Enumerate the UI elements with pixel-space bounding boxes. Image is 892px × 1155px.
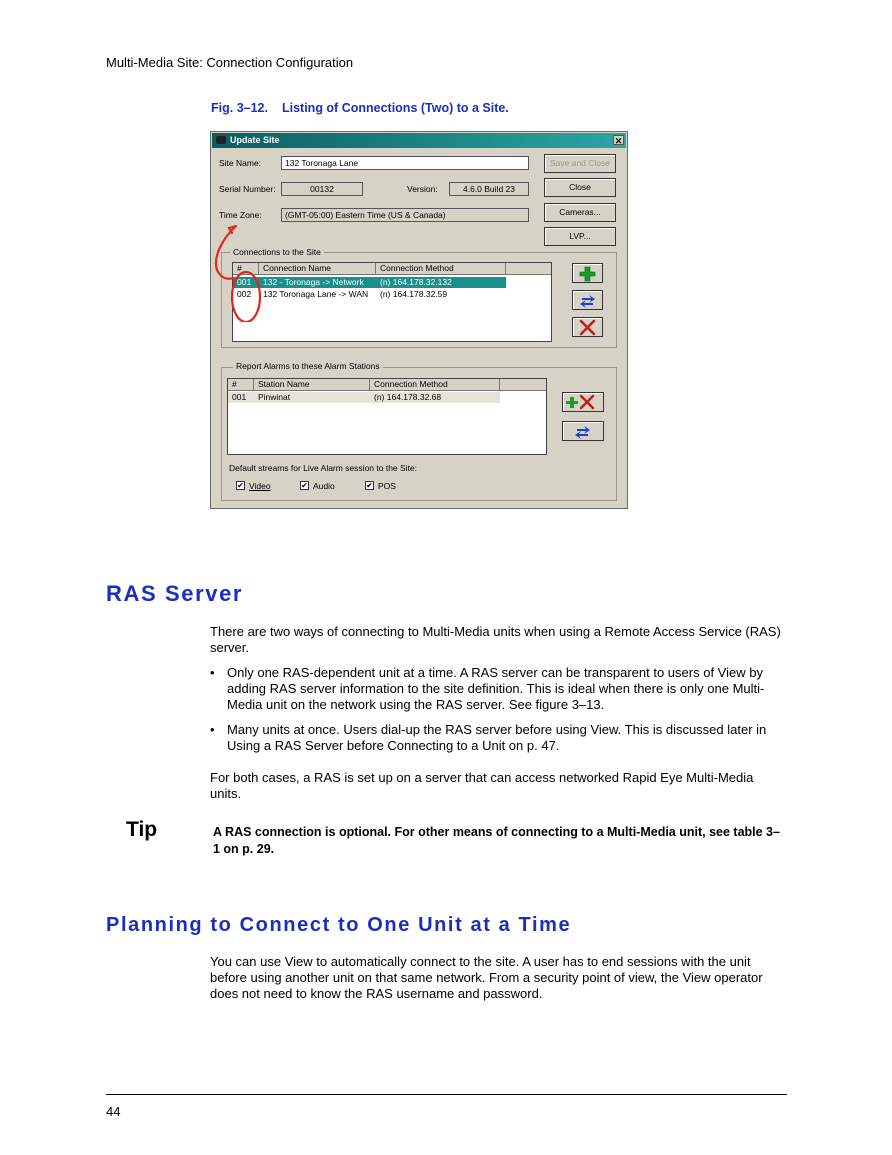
close-button[interactable]: Close (544, 178, 616, 197)
station-row-method: (n) 164.178.32.68 (374, 392, 442, 402)
close-icon[interactable]: ✕ (614, 136, 623, 146)
section-heading: Planning to Connect to One Unit at a Time (106, 914, 572, 936)
cameras-button[interactable]: Cameras... (544, 203, 616, 222)
running-head: Multi-Media Site: Connection Configuration (106, 55, 354, 70)
pos-checkbox[interactable]: ✔ (366, 481, 373, 490)
column-header-number[interactable]: # (228, 379, 254, 391)
audio-checkbox-label: Audio (313, 481, 335, 491)
audio-checkbox[interactable]: ✔ (301, 481, 308, 490)
video-checkbox-label: Video (249, 481, 271, 491)
video-checkbox[interactable]: ✔ (237, 481, 244, 490)
default-streams-label: Default streams for Live Alarm session to the Site: (229, 463, 418, 473)
ras-both-paragraph: For both cases, a RAS is set up on a server that can access networked Rapid Eye Multi-Media units. (210, 770, 754, 801)
refresh-connection-button[interactable] (572, 290, 603, 310)
refresh-icon (563, 422, 603, 440)
column-header-blank (506, 263, 552, 275)
column-header-connection-name[interactable]: Connection Name (259, 263, 376, 275)
bullet-item: Only one RAS-dependent unit at a time. A RAS server can be transparent to users of View by adding RAS server information to the site definition. This is ideal when there is only one Multi-Media unit on the network using the RAS server. See figure 3–13. (227, 665, 765, 712)
column-header-station-name[interactable]: Station Name (254, 379, 370, 391)
page-number: 44 (106, 1104, 121, 1119)
add-delete-icon (563, 393, 603, 411)
connection-row-name: 132 - Toronaga -> Network (263, 277, 364, 287)
refresh-icon (573, 291, 602, 309)
pos-checkbox-label: POS (378, 481, 396, 491)
planning-paragraph: You can use View to automatically connect to the site. A user has to end sessions with the unit before using another unit on that same network. From a security point of view, the View operator does not need to know the RAS username and password. (210, 954, 763, 1001)
delete-icon (573, 318, 602, 336)
column-header-blank (500, 379, 547, 391)
connection-row-method: (n) 164.178.32.59 (380, 289, 448, 299)
add-icon (573, 264, 602, 282)
column-header-number[interactable]: # (233, 263, 259, 275)
connection-row-number: 002 (237, 289, 252, 299)
figure-caption-text: Listing of Connections (Two) to a Site. (281, 101, 509, 115)
site-name-label: Site Name: (219, 158, 262, 168)
figure-number: Fig. 3–12. (211, 101, 268, 115)
connection-row-method: (n) 164.178.32.132 (380, 277, 452, 287)
add-connection-button[interactable] (572, 263, 603, 283)
connection-row-name: 132 Toronaga Lane -> WAN (263, 289, 369, 299)
alarm-stations-list[interactable] (227, 378, 547, 455)
section-heading: RAS Server (106, 581, 244, 606)
alarm-stations-group-title: Report Alarms to these Alarm Stations (233, 361, 383, 371)
figure-caption (211, 101, 509, 115)
lvp-button[interactable]: LVP... (544, 227, 616, 246)
connection-row-number: 001 (237, 277, 252, 287)
ras-intro-paragraph: There are two ways of connecting to Multi-Media units when using a Remote Access Service (RAS) server. (210, 624, 781, 655)
delete-connection-button[interactable] (572, 317, 603, 337)
column-header-connection-method[interactable]: Connection Method (370, 379, 500, 391)
column-header-connection-method[interactable]: Connection Method (376, 263, 506, 275)
version-label: Version: (407, 184, 438, 194)
bullet-icon: • (210, 722, 215, 737)
time-zone-label: Time Zone: (219, 210, 262, 220)
add-delete-station-button[interactable] (562, 392, 604, 412)
save-and-close-button[interactable]: Save and Close (544, 154, 616, 173)
serial-number-label: Serial Number: (219, 184, 276, 194)
alarm-station-row[interactable] (228, 392, 500, 403)
refresh-station-button[interactable] (562, 421, 604, 441)
update-site-dialog (210, 131, 628, 509)
app-icon (216, 136, 226, 144)
time-zone-field[interactable]: (GMT-05:00) Eastern Time (US & Canada) (281, 208, 529, 222)
bullet-item: Many units at once. Users dial-up the RAS server before using View. This is discussed later in Using a RAS Server before Connecting to a Unit on p. 47. (227, 722, 767, 753)
serial-number-field: 00132 (281, 182, 363, 196)
station-row-number: 001 (232, 392, 247, 402)
annotation-circle (211, 212, 281, 322)
connections-group-title: Connections to the Site (230, 247, 324, 257)
version-field: 4.6.0 Build 23 (449, 182, 529, 196)
site-name-field[interactable]: 132 Toronaga Lane (281, 156, 529, 170)
dialog-title: Update Site (230, 135, 280, 145)
bullet-icon: • (210, 665, 215, 680)
station-row-name: Pinwinat (258, 392, 291, 402)
tip-text: A RAS connection is optional. For other means of connecting to a Multi-Media unit, see table 3–1 on p. 29. (213, 825, 780, 856)
footer-rule (106, 1094, 787, 1095)
dialog-titlebar (212, 133, 626, 148)
tip-label: Tip (126, 818, 158, 841)
